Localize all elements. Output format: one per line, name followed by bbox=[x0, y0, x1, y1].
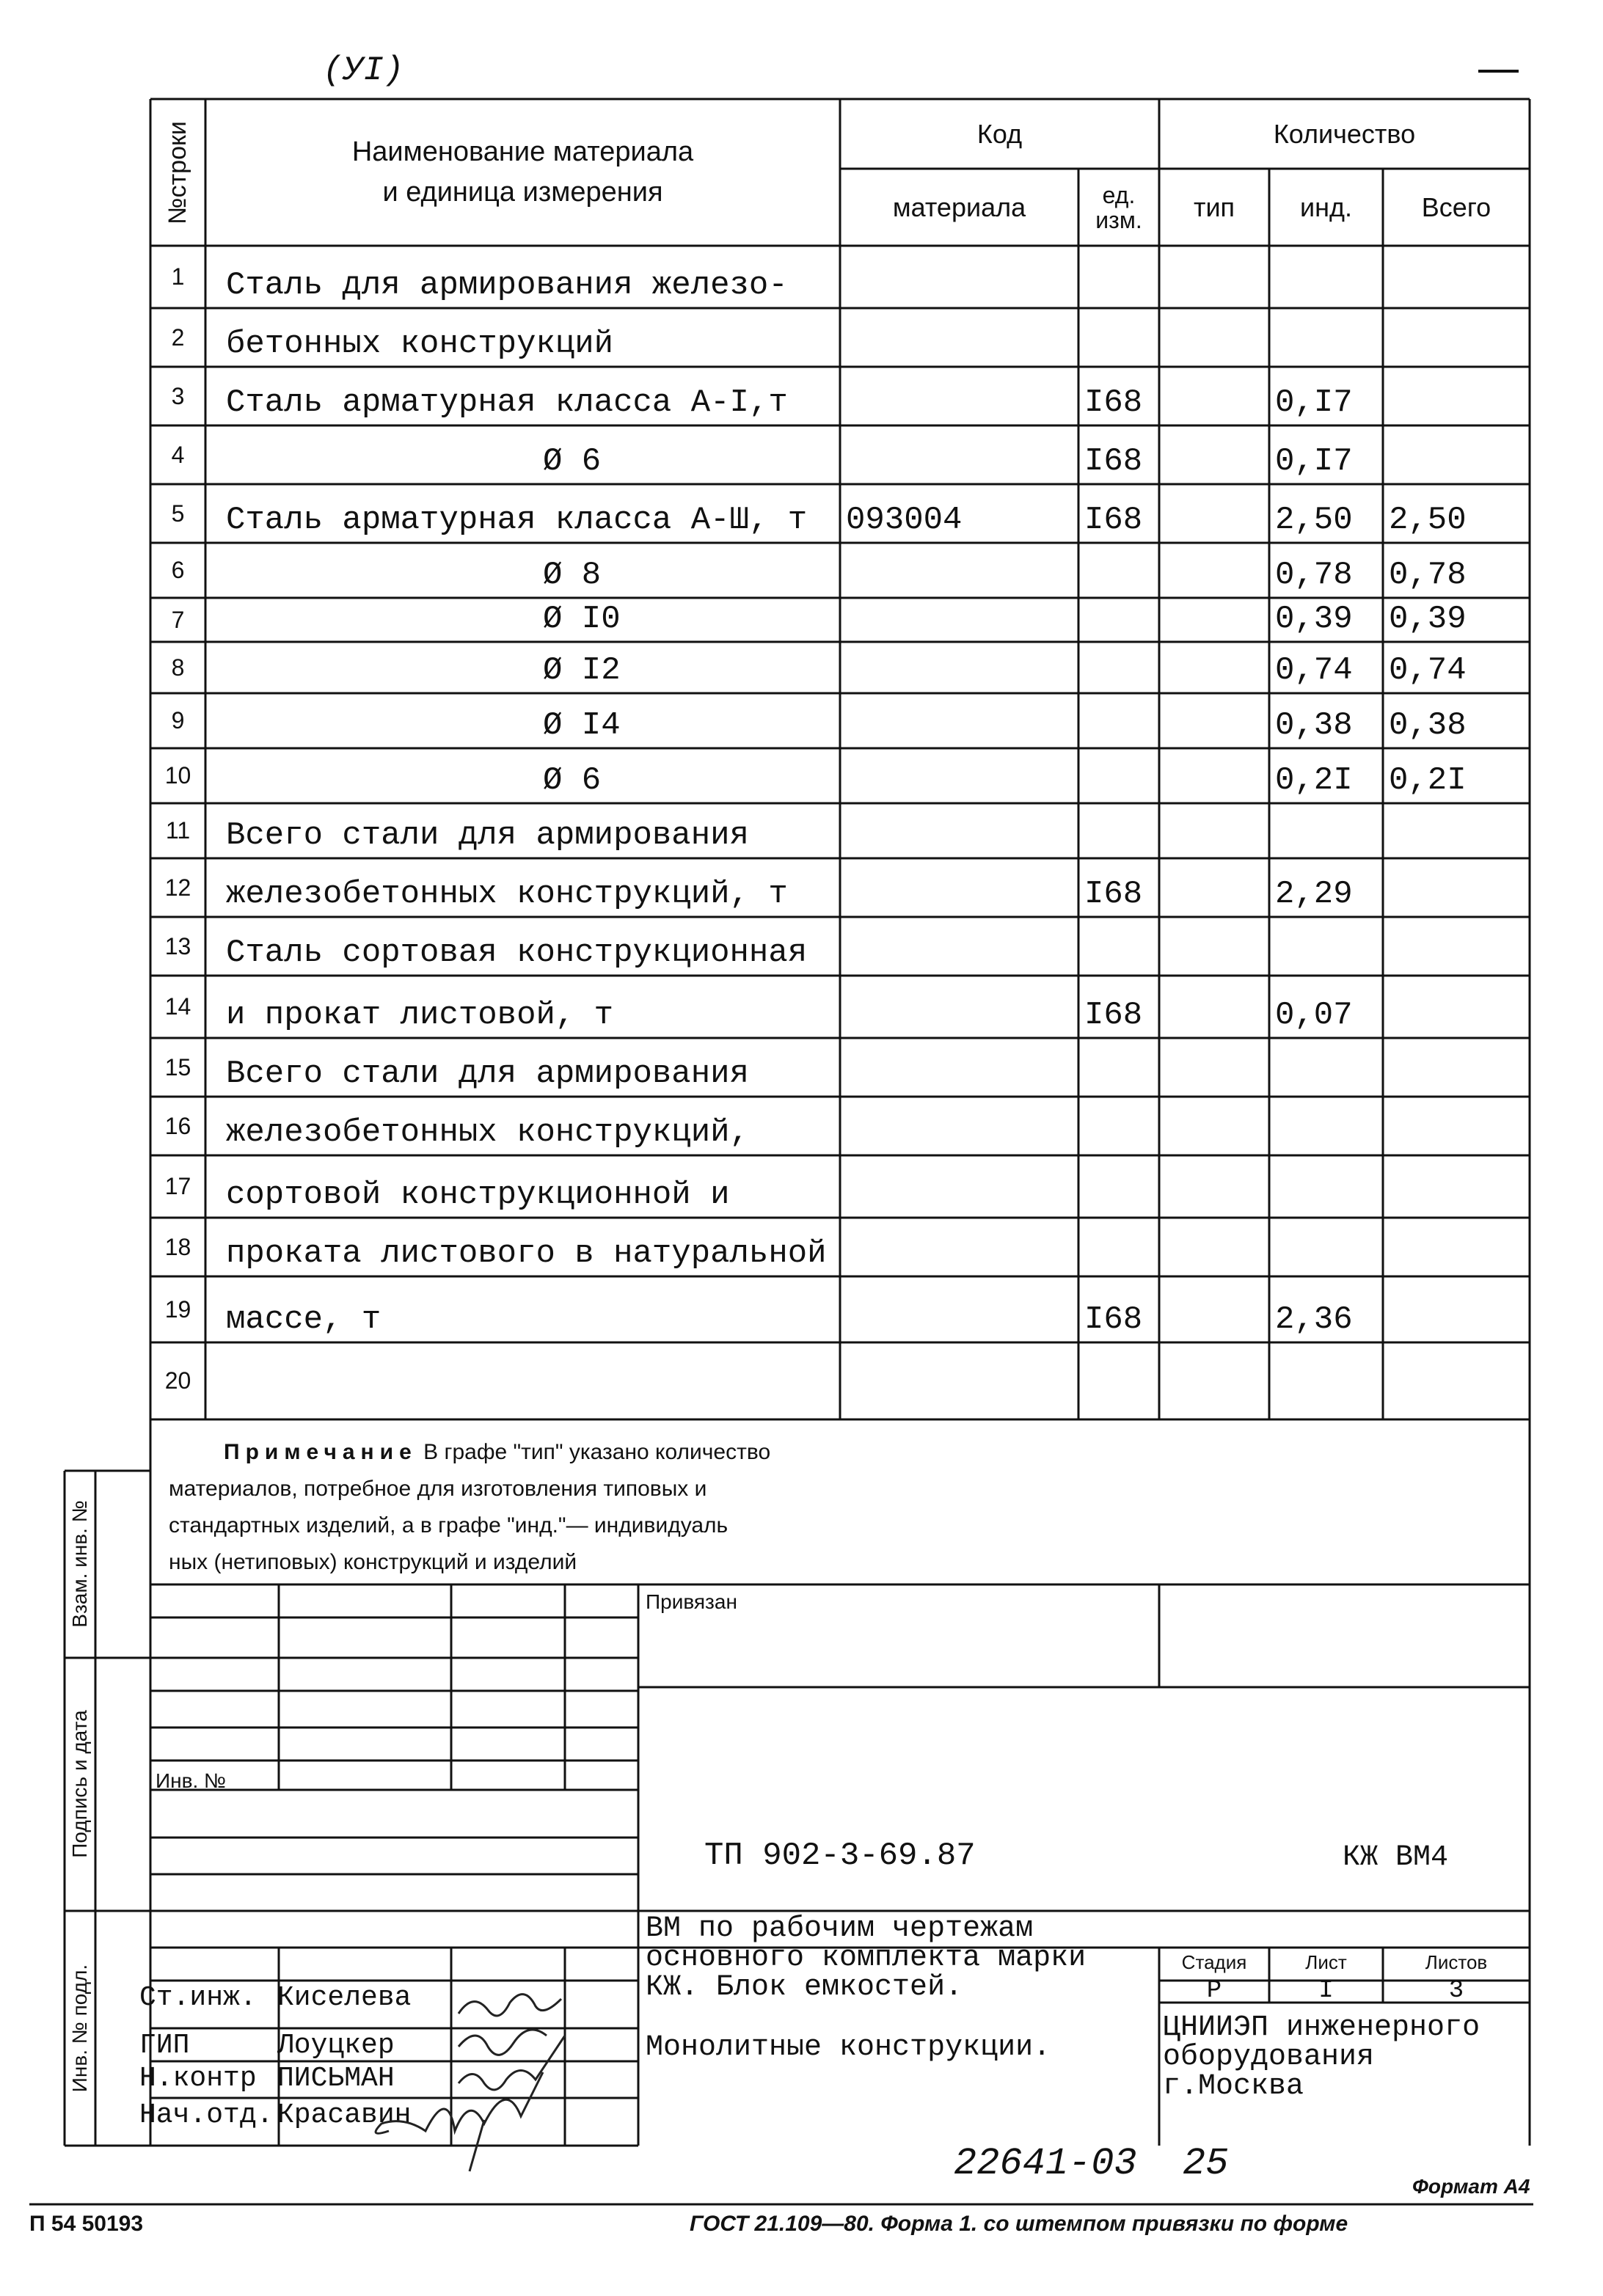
cell-name: Всего стали для армирования bbox=[226, 1056, 749, 1092]
stamp-person-role: Нач.отд. bbox=[139, 2099, 274, 2131]
note-text1: В графе "тип" указано количество bbox=[423, 1440, 771, 1464]
stamp-org-line1: ЦНИИЭП инженерного bbox=[1163, 2011, 1480, 2044]
handwritten-number: 22641-03 25 bbox=[954, 2142, 1229, 2185]
header-code-unit: ед. изм. bbox=[1095, 181, 1142, 233]
note-label: Примечание bbox=[224, 1440, 417, 1464]
stamp-title-line3: КЖ. Блок емкостей. bbox=[646, 1971, 963, 2004]
cell-name: Сталь арматурная класса А-Ш, т bbox=[226, 502, 808, 538]
format-label: Формат А4 bbox=[1412, 2175, 1530, 2198]
cell-unit: I68 bbox=[1084, 502, 1143, 538]
side-label-podpis-text: Подпись и дата bbox=[68, 1710, 91, 1858]
stamp-doc-code: ТП 902-3-69.87 bbox=[704, 1838, 976, 1874]
cell-name: массе, т bbox=[226, 1301, 381, 1338]
stamp-stage: Р bbox=[1206, 1977, 1222, 2005]
cell-n: 18 bbox=[164, 1233, 191, 1260]
stamp-person-name: Красавин bbox=[277, 2099, 412, 2131]
header-qty: Количество bbox=[1273, 118, 1416, 149]
stamp-sheet-label: Лист bbox=[1305, 1951, 1347, 1973]
cell-n: 11 bbox=[165, 817, 191, 844]
stamp-privyazan: Привязан bbox=[646, 1590, 737, 1613]
cell-unit: I68 bbox=[1084, 876, 1143, 913]
cell-n: 15 bbox=[164, 1053, 191, 1081]
cell-total: 0,39 bbox=[1389, 601, 1467, 637]
stamp-mark: КЖ ВМ4 bbox=[1343, 1841, 1449, 1874]
cell-name: бетонных конструкций bbox=[226, 326, 614, 362]
cell-ind: 0,07 bbox=[1275, 997, 1353, 1034]
header-code: Код bbox=[976, 118, 1023, 149]
note-line2: материалов, потребное для изготовления типовых и bbox=[169, 1477, 707, 1501]
cell-name: Ø 6 bbox=[543, 443, 602, 480]
footer-left: П 54 50193 bbox=[29, 2212, 144, 2236]
cell-n: 3 bbox=[171, 382, 185, 409]
note-line4: ных (нетиповых) конструкций и изделий bbox=[169, 1550, 577, 1574]
header-qty-ind: инд. bbox=[1300, 191, 1352, 222]
cell-name: Ø I0 bbox=[543, 601, 621, 637]
cell-ind: 2,50 bbox=[1275, 502, 1353, 538]
cell-ind: 0,78 bbox=[1275, 557, 1353, 593]
cell-n: 19 bbox=[164, 1295, 191, 1323]
cell-unit: I68 bbox=[1084, 384, 1143, 421]
cell-n: 12 bbox=[164, 874, 191, 901]
header-row-no-label: №строки bbox=[164, 120, 192, 224]
cell-name: железобетонных конструкций, bbox=[226, 1114, 749, 1151]
stamp-sheets: 3 bbox=[1448, 1977, 1464, 2005]
cell-total: 0,2I bbox=[1389, 762, 1467, 799]
header-name-line1: Наименование материала bbox=[351, 136, 694, 167]
cell-total: 0,38 bbox=[1389, 707, 1467, 744]
cell-name: и прокат листовой, т bbox=[226, 997, 614, 1034]
stamp-sheets-label: Листов bbox=[1425, 1951, 1488, 1973]
stamp-person-role: Н.контр bbox=[139, 2063, 257, 2094]
cell-n: 14 bbox=[164, 993, 191, 1020]
stamp-org-line3: г.Москва bbox=[1163, 2070, 1304, 2103]
cell-name: Ø I2 bbox=[543, 652, 621, 689]
stamp-stage-label: Стадия bbox=[1181, 1951, 1247, 1973]
stamp-person-role: ГИП bbox=[139, 2030, 190, 2061]
cell-n: 20 bbox=[164, 1367, 191, 1394]
cell-code: 093004 bbox=[846, 502, 963, 538]
cell-total: 0,78 bbox=[1389, 557, 1467, 593]
cell-unit: I68 bbox=[1084, 997, 1143, 1034]
cell-n: 4 bbox=[171, 441, 185, 468]
cell-ind: 2,29 bbox=[1275, 876, 1353, 913]
cell-ind: 0,I7 bbox=[1275, 384, 1353, 421]
cell-n: 8 bbox=[171, 654, 185, 681]
cell-name: сортовой конструкционной и bbox=[226, 1177, 730, 1213]
header-code-material: материала bbox=[892, 191, 1026, 222]
cell-n: 1 bbox=[171, 263, 185, 290]
stamp-title-line1: ВМ по рабочим чертежам bbox=[646, 1912, 1034, 1945]
stamp-org-line2: оборудования bbox=[1163, 2041, 1375, 2074]
stamp-title-line4: Монолитные конструкции. bbox=[646, 2031, 1051, 2064]
top-mark: (УI) bbox=[323, 51, 404, 89]
stamp-person-name: ПИСЬМАН bbox=[277, 2063, 395, 2094]
cell-n: 13 bbox=[164, 932, 191, 959]
cell-ind: 0,38 bbox=[1275, 707, 1353, 744]
stamp-sheet: I bbox=[1318, 1977, 1334, 2005]
cell-name: Всего стали для армирования bbox=[226, 817, 749, 854]
stamp-person-name: Киселева bbox=[277, 1982, 412, 2014]
cell-ind: 0,2I bbox=[1275, 762, 1353, 799]
cell-n: 9 bbox=[171, 707, 185, 734]
footer-right: ГОСТ 21.109—80. Форма 1. со штемпом привязки по форме bbox=[690, 2212, 1348, 2236]
cell-name: Ø 8 bbox=[543, 557, 602, 593]
note-line3: стандартных изделий, а в графе "инд."— индивидуаль bbox=[169, 1513, 729, 1538]
side-label-inv-podl-text: Инв. № подл. bbox=[68, 1964, 91, 2093]
cell-n: 16 bbox=[164, 1112, 191, 1139]
cell-n: 10 bbox=[164, 762, 191, 789]
header-qty-type: тип bbox=[1193, 191, 1235, 222]
header-name-line2: и единица измерения bbox=[382, 177, 663, 208]
stamp-person-name: Лоуцкер bbox=[277, 2030, 395, 2061]
cell-name: Ø I4 bbox=[543, 707, 621, 744]
cell-n: 5 bbox=[171, 500, 185, 527]
cell-name: железобетонных конструкций, т bbox=[226, 876, 788, 913]
cell-ind: 0,74 bbox=[1275, 652, 1353, 689]
cell-ind: 2,36 bbox=[1275, 1301, 1353, 1338]
cell-total: 2,50 bbox=[1389, 502, 1467, 538]
side-label-vzam-text: Взам. инв. № bbox=[68, 1500, 91, 1628]
cell-name: Сталь сортовая конструкционная bbox=[226, 935, 808, 971]
header-qty-total: Всего bbox=[1421, 191, 1491, 222]
cell-n: 7 bbox=[171, 606, 185, 633]
cell-name: проката листового в натуральной bbox=[226, 1235, 827, 1272]
stamp-title-line2: основного комплекта марки bbox=[646, 1942, 1087, 1975]
cell-n: 17 bbox=[164, 1173, 191, 1199]
cell-name: Ø 6 bbox=[543, 762, 602, 799]
cell-unit: I68 bbox=[1084, 443, 1143, 480]
stamp-inv-no: Инв. № bbox=[156, 1769, 227, 1792]
cell-n: 6 bbox=[171, 557, 185, 583]
stamp-person-role: Ст.инж. bbox=[139, 1982, 257, 2014]
cell-n: 2 bbox=[171, 323, 185, 351]
cell-name: Сталь для армирования железо- bbox=[226, 267, 788, 304]
cell-name: Сталь арматурная класса А-I,т bbox=[226, 384, 788, 421]
cell-unit: I68 bbox=[1084, 1301, 1143, 1338]
cell-ind: 0,I7 bbox=[1275, 443, 1353, 480]
cell-total: 0,74 bbox=[1389, 652, 1467, 689]
cell-ind: 0,39 bbox=[1275, 601, 1353, 637]
